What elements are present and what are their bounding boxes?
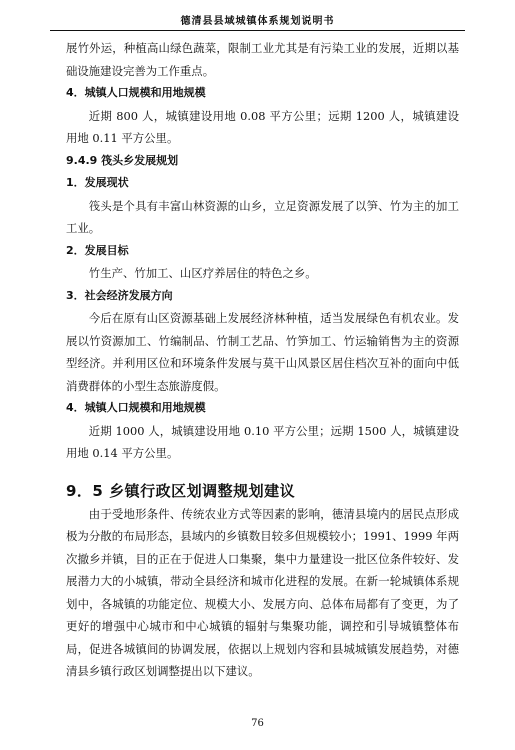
heading-status: 1．发展现状	[66, 176, 129, 189]
paragraph-intro: 展竹外运，种植高山绿色蔬菜，限制工业尤其是有污染工业的发展，近期以基础设施建设完善为工作重点。	[66, 41, 459, 78]
paragraph-goal: 竹生产、竹加工、山区疗养居住的特色之乡。	[88, 266, 317, 280]
paragraph-admin-adjustment: 由于受地形条件、传统农业方式等因素的影响，德清县境内的居民点形成极为分散的布局形态，县域内的乡镇数目较多但规模较小；1991、1999 年两次撤乡并镇，目的正在于促进人口集聚，集中力量建设一批区位条件较好、发展潜力大的小城镇，带动全县经济和城市化进程的发展。在新一轮城镇体系规划中，各城镇的功能定位、规模大小、发展方向、总体布局都有了变更，为了更好的增强中心城市和中心城镇的辐射与集聚功能，调控和引导城镇整体布局，促进各城镇间的协调发展，依据以上规划内容和县城城镇发展趋势，对德清县乡镇行政区划调整提出以下建议。	[66, 506, 459, 678]
heading-goal: 2．发展目标	[66, 243, 129, 257]
paragraph-population-scale-1: 近期 800 人，城镇建设用地 0.08 平方公里；远期 1200 人，城镇建设用地 0.11 平方公里。	[66, 108, 459, 145]
page-number: 76	[251, 718, 264, 729]
heading-population-scale-1: 4．城镇人口规模和用地规模	[66, 86, 206, 99]
header-rule	[50, 30, 465, 31]
paragraph-direction: 今后在原有山区资源基础上发展经济林种植，适当发展绿色有机农业。发展以竹资源加工、竹编制品、竹制工艺品、竹笋加工、竹运输销售为主的资源型经济。并利用区位和环境条件发展与莫干山风景区居住档次互补的面向中低消费群体的小型生态旅游度假。	[66, 311, 459, 393]
running-header: 德清县县域城镇体系规划说明书	[180, 16, 335, 27]
page-body	[66, 37, 459, 683]
section-heading-949: 9.4.9 筏头乡发展规划	[66, 153, 179, 167]
paragraph-status: 筏头是个具有丰富山林资源的山乡，立足资源发展了以笋、竹为主的加工工业。	[66, 198, 459, 235]
section-heading-95: 9．5 乡镇行政区划调整规划建议	[66, 481, 296, 500]
paragraph-population-scale-2: 近期 1000 人，城镇建设用地 0.10 平方公里；远期 1500 人，城镇建设用地 0.14 平方公里。	[66, 423, 459, 460]
heading-direction: 3．社会经济发展方向	[66, 288, 173, 302]
heading-population-scale-2: 4．城镇人口规模和用地规模	[66, 401, 206, 414]
